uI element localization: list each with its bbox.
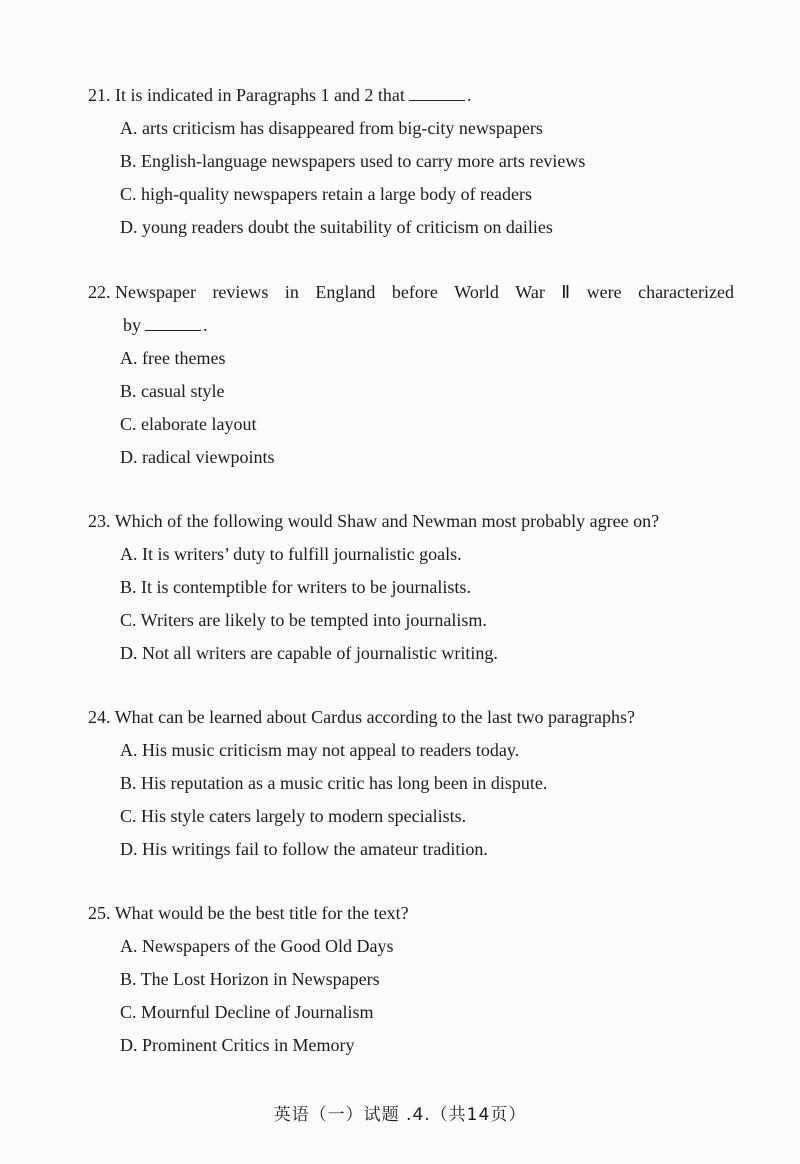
answer-blank [409,85,465,101]
option-d[interactable]: D. Not all writers are capable of journalistic writing. [120,643,498,663]
question-24 [88,701,738,866]
stem-word: Newspaper [115,282,196,302]
stem-word: reviews [212,282,269,302]
question-number: 22. [88,282,111,302]
option-b[interactable]: B. The Lost Horizon in Newspapers [120,969,380,989]
stem-word: in [284,282,299,302]
question-22 [88,276,738,474]
answer-blank [145,315,201,331]
option-b[interactable]: B. casual style [120,381,225,401]
option-d[interactable]: D. Prominent Critics in Memory [120,1035,355,1055]
question-stem [88,505,738,538]
stem-word: were [586,282,622,302]
question-21 [88,79,738,244]
question-text-end: . [466,85,472,105]
question-25 [88,897,738,1062]
option-a[interactable]: A. His music criticism may not appeal to readers today. [120,740,520,760]
question-number: 23. [88,511,111,531]
option-c[interactable]: C. high-quality newspapers retain a large body of readers [120,184,533,204]
stem-word: characterized [638,282,734,302]
question-text-end: . [203,315,208,335]
question-number: 24. [88,707,111,727]
question-stem [88,276,734,309]
stem-word: World [454,282,499,302]
stem-word: before [391,282,438,302]
options-list [88,112,738,244]
option-a[interactable]: A. It is writers’ duty to fulfill journalistic goals. [120,544,462,564]
question-stem [88,897,738,930]
option-d[interactable]: D. radical viewpoints [120,447,275,467]
option-b[interactable]: B. It is contemptible for writers to be journalists. [120,577,471,597]
option-a[interactable]: A. Newspapers of the Good Old Days [120,936,394,956]
options-list [88,930,738,1062]
question-stem [88,701,738,734]
option-d[interactable]: D. His writings fail to follow the amateur tradition. [120,839,488,859]
question-text: What can be learned about Cardus according to the last two paragraphs? [114,707,635,727]
option-c[interactable]: C. elaborate layout [120,414,257,434]
option-c[interactable]: C. His style caters largely to modern specialists. [120,806,467,826]
option-c[interactable]: C. Writers are likely to be tempted into journalism. [120,610,487,630]
page-footer: 英语（一）试题 .4.（共14页） [273,1105,527,1125]
question-text: It is indicated in Paragraphs 1 and 2 that [115,85,405,105]
question-23 [88,505,738,670]
option-d[interactable]: D. young readers doubt the suitability of criticism on dailies [120,217,553,237]
question-number-and-first-word [88,276,196,309]
question-text: Which of the following would Shaw and Newman most probably agree on? [114,511,660,531]
options-list [88,538,738,670]
stem-word: War [515,282,545,302]
stem-word: Ⅱ [561,282,571,302]
question-stem [88,79,738,112]
question-stem-continued [88,309,738,342]
option-a[interactable]: A. arts criticism has disappeared from big-city newspapers [120,118,543,138]
options-list [88,342,738,474]
option-a[interactable]: A. free themes [120,348,226,368]
options-list [88,734,738,866]
question-text: What would be the best title for the text? [114,903,409,923]
stem-word: England [315,282,376,302]
option-b[interactable]: B. English-language newspapers used to carry more arts reviews [120,151,586,171]
question-number: 21. [88,85,111,105]
option-b[interactable]: B. His reputation as a music critic has long been in dispute. [120,773,548,793]
question-text: by [123,315,141,335]
question-number: 25. [88,903,111,923]
option-c[interactable]: C. Mournful Decline of Journalism [120,1002,374,1022]
